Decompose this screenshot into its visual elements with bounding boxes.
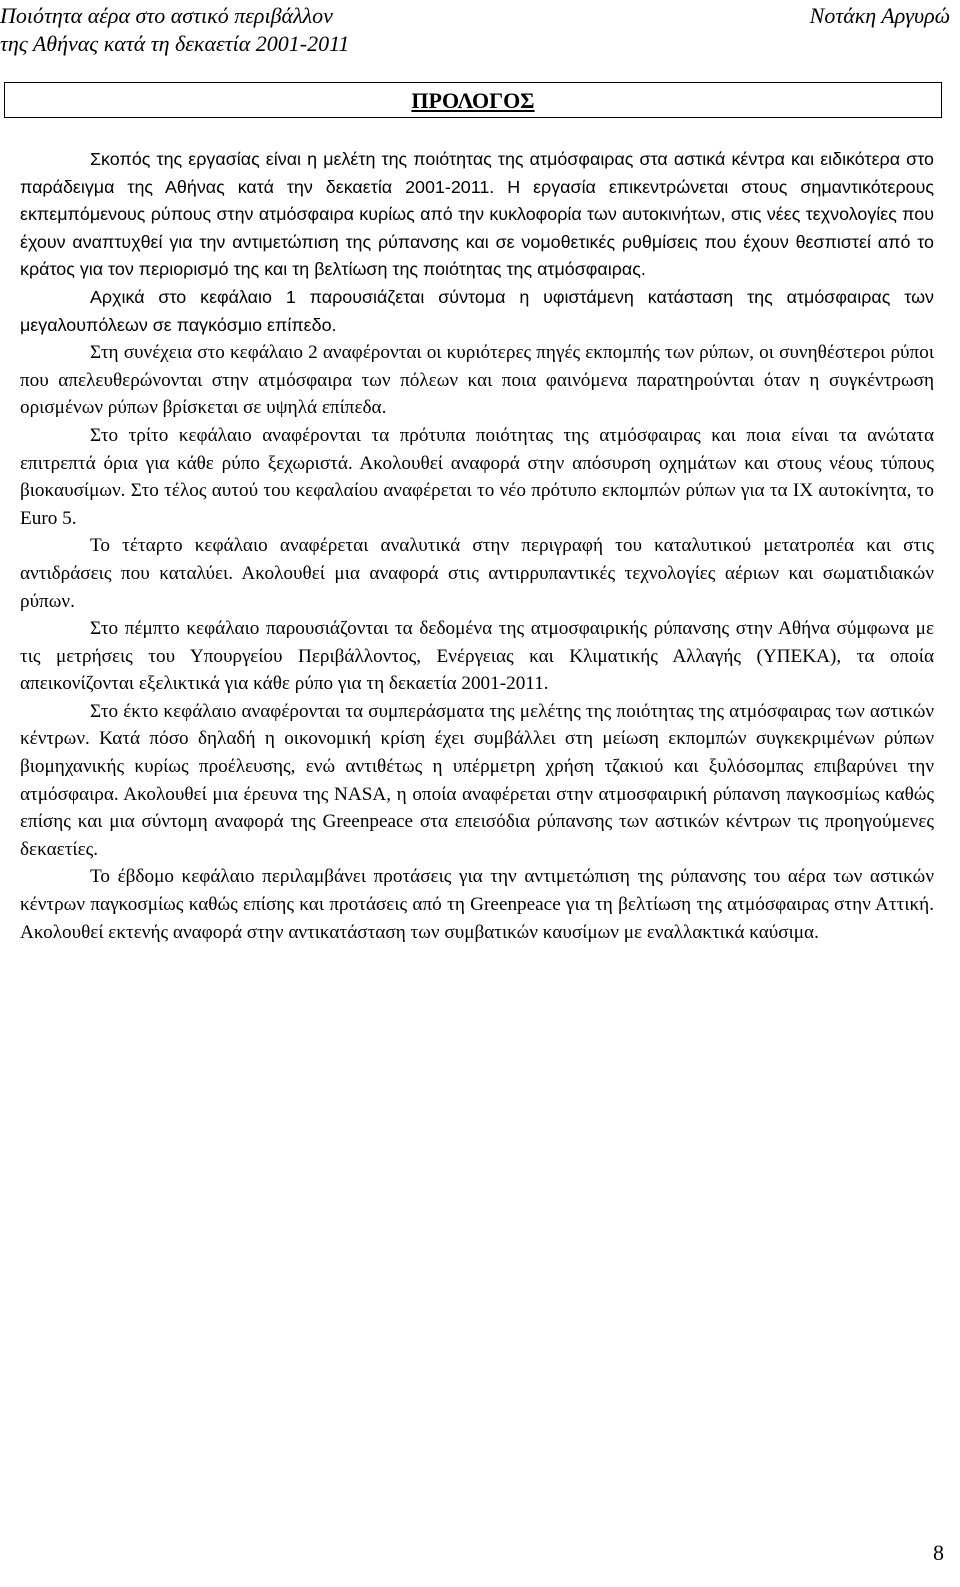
paragraph-intro: Σκοπός της εργασίας είναι η μελέτη της ποιότητας της ατμόσφαιρας στα αστικά κέντρα και ειδικότερα στο παράδειγμα της Αθήνας κατά την δεκαετία 2001-2011. Η εργασία επικεντρώνεται στους σημαντικότερους εκπεμπόμενους ρύπους στην ατμόσφαιρα κυρίως από την κυκλοφορία των αυτοκινήτων, στις νέες τεχνολογίες που έχουν αναπτυχθεί για την αντιμετώπιση της ρύπανσης και σε νομοθετικές ρυθμίσεις που έχουν θεσπιστεί από το κράτος για τον περιορισμό της και τη βελτίωση της ποιότητας της ατμόσφαιρας. <box>20 149 934 280</box>
header-author: Νοτάκη Αργυρώ <box>809 3 950 28</box>
paragraph-chapter-1: Αρχικά στο κεφάλαιο 1 παρουσιάζεται σύντομα η υφιστάμενη κατάσταση της ατμόσφαιρας των μεγαλουπόλεων σε παγκόσμιο επίπεδο. <box>20 286 934 335</box>
section-title-box <box>4 82 942 118</box>
paragraph-chapter-7: Το έβδομο κεφάλαιο περιλαμβάνει προτάσεις για την αντιμετώπιση της ρύπανσης του αέρα των αστικών κέντρων παγκοσμίως καθώς επίσης και προτάσεις από τη Greenpeace για τη βελτίωση της ατμόσφαιρας στην Αττική. Ακολουθεί εκτενής αναφορά στην αντικατάσταση των συμβατικών καυσίμων με εναλλακτικά καύσιμα. <box>20 866 934 943</box>
section-title: ΠΡΟΛΟΓΟΣ <box>411 88 535 113</box>
header-title-line2: της Αθήνας κατά τη δεκαετία 2001-2011 <box>0 31 350 56</box>
paragraph-chapter-4: Το τέταρτο κεφάλαιο αναφέρεται αναλυτικά στην περιγραφή του καταλυτικού μετατροπέα και στις αντιδράσεις που καταλύει. Ακολουθεί μια αναφορά στις αντιρρυπαντικές τεχνολογίες αέριων και σωματιδιακών ρύπων. <box>20 535 934 612</box>
page-number: 8 <box>933 1540 944 1565</box>
paragraph-chapter-6: Στο έκτο κεφάλαιο αναφέρονται τα συμπεράσματα της μελέτης της ποιότητας της ατμόσφαιρας των αστικών κέντρων. Κατά πόσο δηλαδή η οικονομική κρίση έχει συμβάλλει στη μείωση εκπομπών συγκεκριμένων ρύπων βιομηχανικής κυρίως προέλευσης, ενώ αντιθέτως η υπέρμετρη χρήση τζακιού και ξυλόσομπας επιβαρύνει την ατμόσφαιρα. Ακολουθεί μια έρευνα της NASA, η οποία αναφέρεται στην ατμοσφαιρική ρύπανση παγκοσμίως καθώς επίσης και μια σύντομη αναφορά της Greenpeace στα επεισόδια ρύπανσης των αστικών κέντρων τις προηγούμενες δεκαετίες. <box>20 700 934 860</box>
header-title-line1: Ποιότητα αέρα στο αστικό περιβάλλον <box>0 3 333 28</box>
paragraph-chapter-3: Στο τρίτο κεφάλαιο αναφέρονται τα πρότυπα ποιότητας της ατμόσφαιρας και ποια είναι τα ανώτατα επιτρεπτά όρια για κάθε ρύπο ξεχωριστά. Ακολουθεί αναφορά στην απόσυρση οχημάτων και στους νέους τύπους βιοκαυσίμων. Στο τέλος αυτού του κεφαλαίου αναφέρεται το νέο πρότυπο εκπομπών ρύπων για τα ΙΧ αυτοκίνητα, το Euro 5. <box>20 424 934 529</box>
page-header <box>0 0 960 60</box>
document-body <box>20 146 934 946</box>
paragraph-chapter-5: Στο πέμπτο κεφάλαιο παρουσιάζονται τα δεδομένα της ατμοσφαιρικής ρύπανσης στην Αθήνα σύμφωνα με τις μετρήσεις του Υπουργείου Περιβάλλοντος, Ενέργειας και Κλιματικής Αλλαγής (ΥΠΕΚΑ), τα οποία απεικονίζονται εξελικτικά για κάθε ρύπο για τη δεκαετία 2001-2011. <box>20 618 934 695</box>
header-title <box>0 2 349 58</box>
paragraph-chapter-2: Στη συνέχεια στο κεφάλαιο 2 αναφέρονται οι κυριότερες πηγές εκπομπής των ρύπων, οι συνηθέστεροι ρύποι που απελευθερώνονται στην ατμόσφαιρα των πόλεων και ποια φαινόμενα παρατηρούνται όταν η συγκέντρωση ορισμένων ρύπων βρίσκεται σε υψηλά επίπεδα. <box>20 342 934 419</box>
